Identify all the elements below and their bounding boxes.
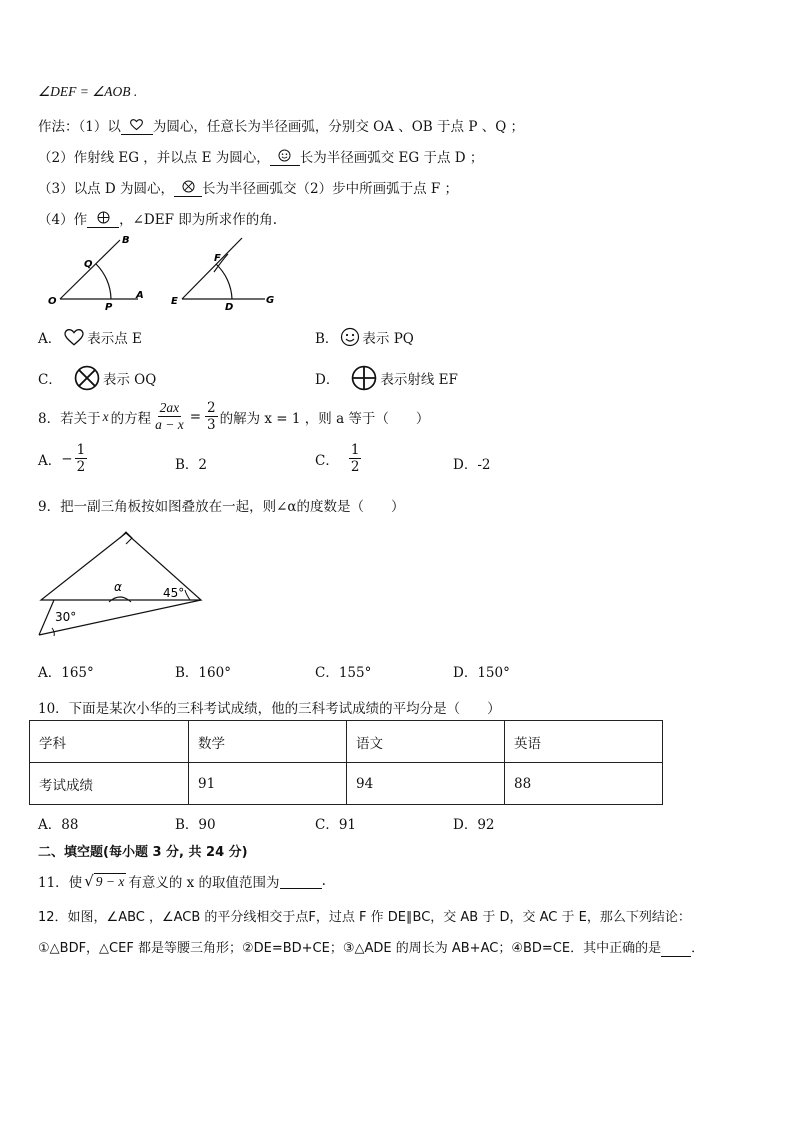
circled-x-icon [182,180,195,193]
q9-stem: 9．把一副三角板按如图叠放在一起，则∠α的度数是（ ） [38,499,405,515]
circled-plus-icon [351,365,377,391]
label-A: A [136,290,144,301]
q10-option-d[interactable]: D．92 [453,817,495,833]
heart-icon [129,118,144,131]
q7-option-b[interactable]: B． 表示 PQ [315,327,414,347]
radicand: 9 − x [95,873,125,889]
q10-stem: 10．下面是某次小华的三科考试成绩，他的三科考试成绩的平均分是（ ） [38,701,501,717]
label-alpha: α [114,580,122,594]
table-cell: 考试成绩 [30,763,189,805]
q8-option-d[interactable]: D．-2 [453,457,491,473]
q8-option-b[interactable]: B．2 [175,457,208,473]
table-cell: 数学 [189,721,347,763]
q7-option-a[interactable]: A． 表示点 E [38,327,142,347]
q9-option-c[interactable]: C．155° [315,665,372,681]
label-G: G [266,295,275,306]
q8-stem: 8．若关于 x 的方程 $\frac{2ax}{a - x}$ = $\frac{2}{3}$ 的解为 x = 1 ，则 a 等于（ ） [38,400,430,433]
q7-option-d[interactable]: D． 表示射线 EF [315,365,458,391]
score-table [29,720,663,805]
q7-line1: 作法：（1）以 为圆心，任意长为半径画弧，分别交 OA 、OB 于点 P 、Q ； [38,119,525,135]
q10-option-a[interactable]: A．88 [38,817,79,833]
q12-line2: ①△BDF，△CEF 都是等腰三角形；②DE=BD+CE；③△ADE 的周长为 AB+AC；④BD=CE．其中正确的是 ． [38,941,705,956]
q11-stem: 11．使 √ 9 − x 有意义的 x 的取值范围为 . [38,872,326,891]
q7-option-c[interactable]: C． 表示 OQ [38,365,156,391]
q10-option-b[interactable]: B．90 [175,817,216,833]
q9-option-a[interactable]: A．165° [38,665,94,681]
q7-line2: （2）作射线 EG ，并以点 E 为圆心， 长为半径画弧交 EG 于点 D ； [38,150,484,166]
heart-icon [63,327,85,347]
label-30: 30° [55,610,77,624]
smiley-icon [278,149,291,162]
q7-figure-angle-aob [44,232,154,310]
table-cell: 英语 [505,721,663,763]
q8-option-a[interactable]: A． − $\frac{1}{2}$ [38,442,86,475]
q7-figure-angle-def [168,232,278,310]
label-E: E [171,296,178,307]
label-45: 45° [163,586,185,600]
label-O: O [48,296,57,307]
table-cell: 91 [189,763,347,805]
circled-plus-icon [97,211,110,224]
blank-4 [87,211,119,228]
table-cell: 88 [505,763,663,805]
label-D: D [225,302,234,310]
q9-option-b[interactable]: B．160° [175,665,231,681]
table-row [30,763,663,805]
q7-line3: （3）以点 D 为圆心， 长为半径画弧交（2）步中所画弧于点 F ； [38,181,459,197]
answer-blank[interactable] [661,942,691,957]
label-F: F [214,253,221,264]
q7-line4: （4）作 ，∠DEF 即为所求作的角. [38,212,278,228]
q8-option-c[interactable]: C． $\frac{1}{2}$ [315,442,360,475]
circled-x-icon [74,365,100,391]
angle-equation: ∠DEF = ∠AOB . [38,84,138,99]
q12-line1: 12．如图，∠ABC ，∠ACB 的平分线相交于点F，过点 F 作 DE∥BC，交 AB 于 D，交 AC 于 E，那么下列结论： [38,910,691,925]
rhs-fraction: $\frac{2}{3}$ [207,400,216,433]
label-P: P [105,302,113,310]
lhs-fraction: $\frac{2ax}{a - x}$ [155,400,184,432]
table-cell: 语文 [347,721,505,763]
answer-blank[interactable] [280,874,322,889]
q9-option-d[interactable]: D．150° [453,665,510,681]
blank-1 [121,118,153,135]
blank-3 [174,180,202,197]
blank-2 [270,149,300,166]
table-cell: 94 [347,763,505,805]
section-title: 二、填空题(每小题 3 分, 共 24 分) [38,845,248,860]
q10-option-c[interactable]: C．91 [315,817,357,833]
q7-line0 [38,84,137,100]
table-header-row [30,721,663,763]
label-Q: Q [84,259,93,270]
sqrt-sign: √ [84,872,94,890]
table-cell: 学科 [30,721,189,763]
label-B: B [122,235,130,246]
q9-figure-triangles [34,528,209,640]
smiley-icon [340,327,360,347]
